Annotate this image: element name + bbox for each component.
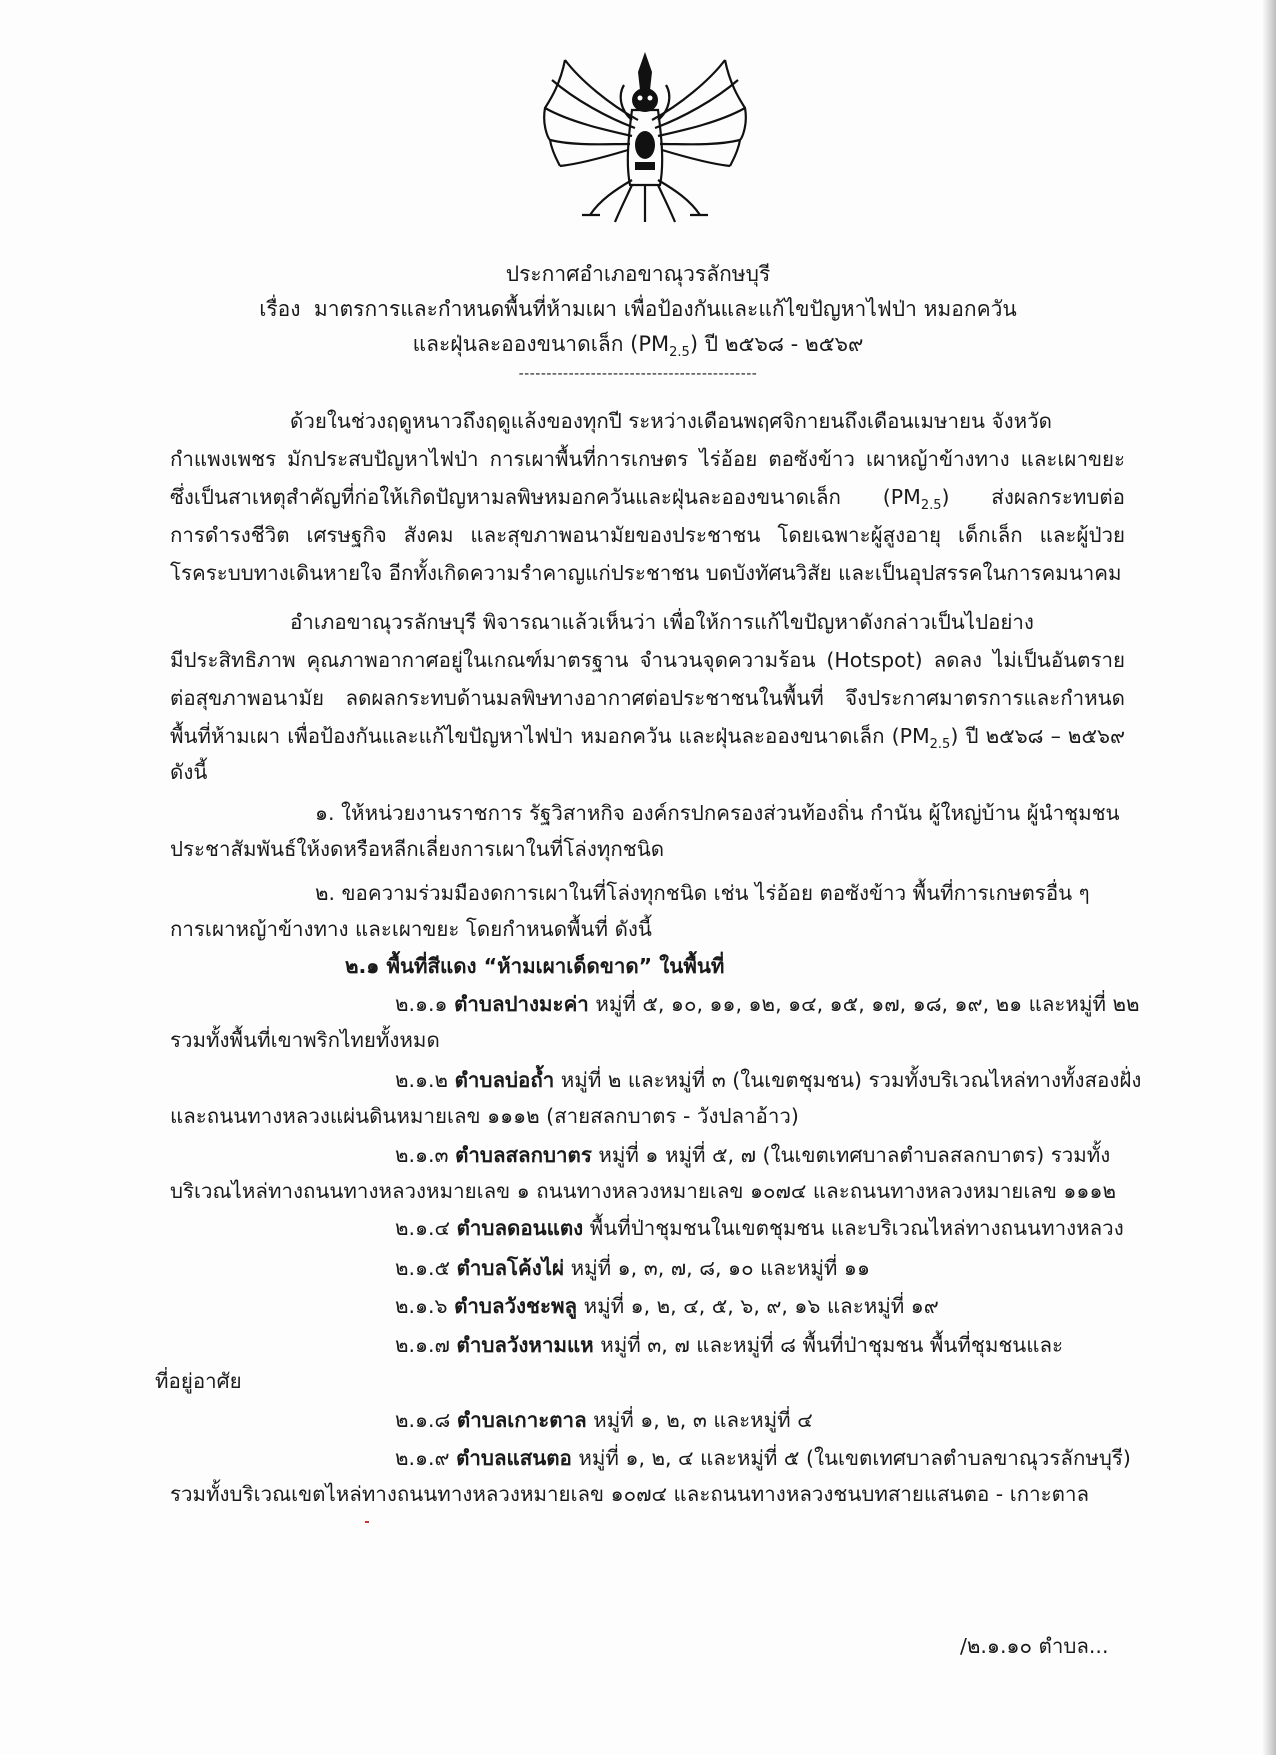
subject-label: เรื่อง [259, 297, 301, 321]
next-page-marker: /๒.๑.๑๐ ตำบล... [960, 1634, 1109, 1658]
para2-line3: ต่อสุขภาพอนามัย ลดผลกระทบด้านมลพิษทางอากาศต่อประชาชนในพื้นที่ จึงประกาศมาตรการและกำหนด [170, 686, 1125, 710]
area-item-cont: บริเวณไหล่ทางถนนทางหลวงหมายเลข ๑ ถนนทางหลวงหมายเลข ๑๐๗๔ และถนนทางหลวงหมายเลข ๑๑๑๒ [170, 1179, 1116, 1203]
para2-line2: มีประสิทธิภาพ คุณภาพอากาศอยู่ในเกณฑ์มาตรฐาน จำนวนจุดความร้อน (Hotspot) ลดลง ไม่เป็นอันตราย [170, 648, 1125, 672]
area-item: ๒.๑.๔ ตำบลดอนแตง พื้นที่ป่าชุมชนในเขตชุมชน และบริเวณไหล่ทางถนนทางหลวง [395, 1216, 1124, 1240]
para1-line2: กำแพงเพชร มักประสบปัญหาไฟป่า การเผาพื้นที่การเกษตร ไร่อ้อย ตอซังข้าว เผาหญ้าข้างทาง และเผาขยะ [170, 447, 1125, 471]
area-item: ๒.๑.๗ ตำบลวังหามแห หมู่ที่ ๓, ๗ และหมู่ที่ ๘ พื้นที่ป่าชุมชน พื้นที่ชุมชนและ [395, 1333, 1064, 1357]
subject-line-2: และฝุ่นละอองขนาดเล็ก $(PM_{2.5})$ ปี ๒๕๖๘ - ๒๕๖๙ [412, 332, 864, 361]
announcement-title: ประกาศอำเภอขาณุวรลักษบุรี [505, 262, 771, 286]
area-item: ๒.๑.๒ ตำบลบ่อถ้ำ หมู่ที่ ๒ และหมู่ที่ ๓ (ในเขตชุมชน) รวมทั้งบริเวณไหล่ทางทั้งสองฝั่ง [395, 1068, 1142, 1092]
area-item: ๒.๑.๑ ตำบลปางมะค่า หมู่ที่ ๕, ๑๐, ๑๑, ๑๒, ๑๔, ๑๕, ๑๗, ๑๘, ๑๙, ๒๑ และหมู่ที่ ๒๒ [395, 992, 1140, 1016]
area-item: ๒.๑.๘ ตำบลเกาะตาล หมู่ที่ ๑, ๒, ๓ และหมู่ที่ ๔ [395, 1408, 813, 1432]
para1-line1: ด้วยในช่วงฤดูหนาวถึงฤดูแล้งของทุกปี ระหว่างเดือนพฤศจิกายนถึงเดือนเมษายน จังหวัด [290, 409, 1052, 433]
para1-line4: การดำรงชีวิต เศรษฐกิจ สังคม และสุขภาพอนามัยของประชาชน โดยเฉพาะผู้สูงอายุ เด็กเล็ก และผู้ป่วย [170, 523, 1125, 547]
area-item-cont: ที่อยู่อาศัย [155, 1369, 242, 1393]
area-item: ๒.๑.๖ ตำบลวังชะพลู หมู่ที่ ๑, ๒, ๔, ๕, ๖, ๙, ๑๖ และหมู่ที่ ๑๙ [395, 1294, 939, 1318]
item2-line1: ๒. ขอความร่วมมืองดการเผาในที่โล่งทุกชนิด เช่น ไร่อ้อย ตอซังข้าว พื้นที่การเกษตรอื่น ๆ [315, 881, 1090, 905]
para1-line5: โรคระบบทางเดินหายใจ อีกทั้งเกิดความรำคาญแก่ประชาชน บดบังทัศนวิสัย และเป็นอุปสรรคในการคมนาคม [170, 561, 1122, 585]
header-divider: ------------------------------------------- [518, 366, 758, 382]
garuda-emblem-icon [520, 50, 770, 225]
area-item: ๒.๑.๓ ตำบลสลกบาตร หมู่ที่ ๑ หมู่ที่ ๕, ๗ (ในเขตเทศบาลตำบลสลกบาตร) รวมทั้ง [395, 1143, 1111, 1167]
subject-text-1: มาตรการและกำหนดพื้นที่ห้ามเผา เพื่อป้องกันและแก้ไขปัญหาไฟป่า หมอกควัน [313, 297, 1017, 321]
area-item: ๒.๑.๕ ตำบลโค้งไผ่ หมู่ที่ ๑, ๓, ๗, ๘, ๑๐ และหมู่ที่ ๑๑ [395, 1256, 870, 1280]
area-item-cont: รวมทั้งบริเวณเขตไหล่ทางถนนทางหลวงหมายเลข ๑๐๗๔ และถนนทางหลวงชนบทสายแสนตอ - เกาะตาล [170, 1482, 1090, 1506]
para2-line1: อำเภอขาณุวรลักษบุรี พิจารณาแล้วเห็นว่า เพื่อให้การแก้ไขปัญหาดังกล่าวเป็นไปอย่าง [290, 610, 1034, 634]
item1-line2: ประชาสัมพันธ์ให้งดหรือหลีกเลี่ยงการเผาในที่โล่งทุกชนิด [170, 837, 665, 861]
section-2-1-heading: ๒.๑ พื้นที่สีแดง “ห้ามเผาเด็ดขาด” ในพื้นที่ [345, 954, 725, 978]
item1-line1: ๑. ให้หน่วยงานราชการ รัฐวิสาหกิจ องค์กรปกครองส่วนท้องถิ่น กำนัน ผู้ใหญ่บ้าน ผู้นำชุมชน [315, 801, 1120, 825]
para1-line3: ซึ่งเป็นสาเหตุสำคัญที่ก่อให้เกิดปัญหามลพิษหมอกควันและฝุ่นละอองขนาดเล็ก $(PM_{2.5})$ ส่งผลกระทบต่อ [170, 485, 1125, 514]
item2-line2: การเผาหญ้าข้างทาง และเผาขยะ โดยกำหนดพื้นที่ ดังนี้ [170, 917, 652, 941]
scan-speck [365, 1521, 369, 1523]
area-item-cont: และถนนทางหลวงแผ่นดินหมายเลข ๑๑๑๒ (สายสลกบาตร - วังปลาอ้าว) [170, 1104, 799, 1128]
area-item: ๒.๑.๙ ตำบลแสนตอ หมู่ที่ ๑, ๒, ๔ และหมู่ที่ ๕ (ในเขตเทศบาลตำบลขาณุวรลักษบุรี) [395, 1446, 1131, 1470]
area-item-cont: รวมทั้งพื้นที่เขาพริกไทยทั้งหมด [170, 1028, 440, 1052]
para2-line5: ดังนี้ [170, 760, 208, 784]
subject-line-1 [0, 293, 1276, 326]
para2-line4: พื้นที่ห้ามเผา เพื่อป้องกันและแก้ไขปัญหาไฟป่า หมอกควัน และฝุ่นละอองขนาดเล็ก $(PM_{2.5})$ ปี ๒๕๖๘ – ๒๕๖๙ [170, 724, 1125, 753]
